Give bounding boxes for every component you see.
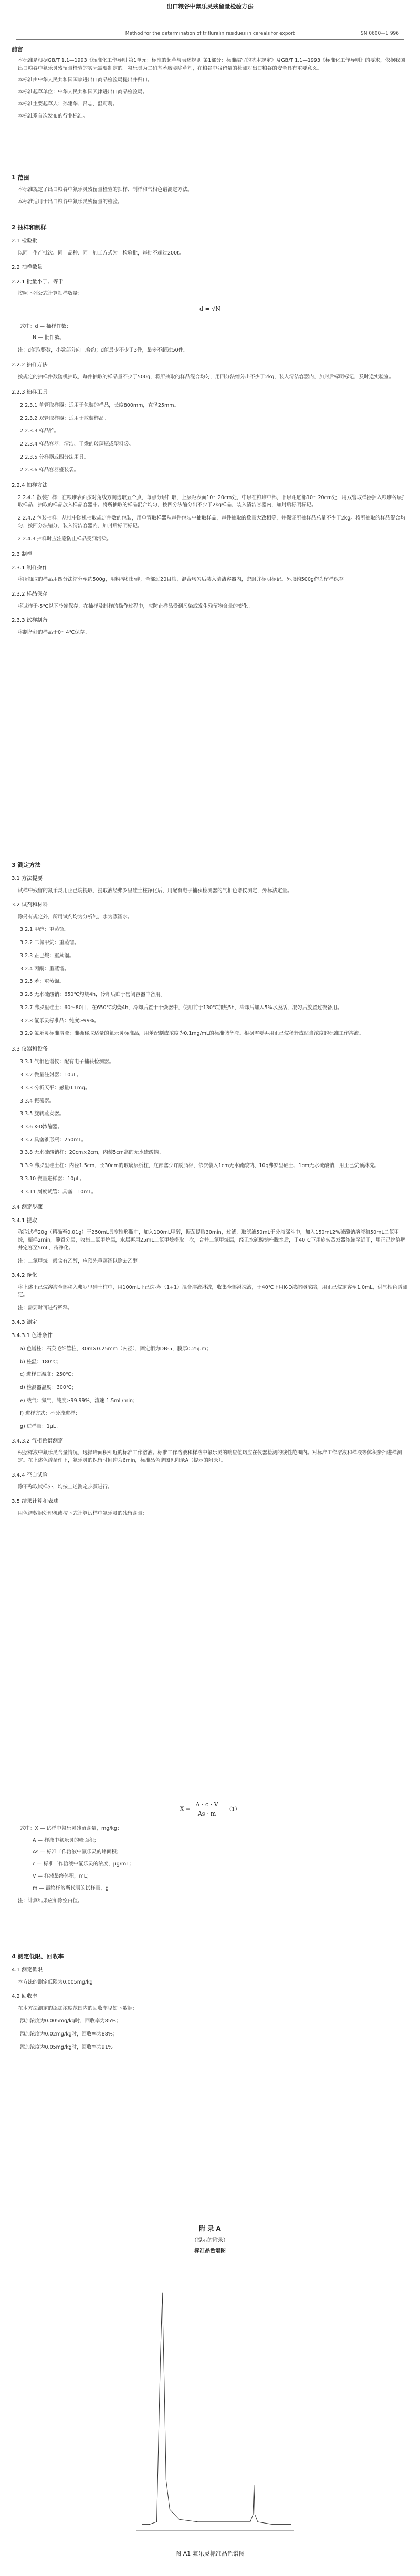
clause-paragraph: 将制备好的样品于0～4℃保存。	[18, 629, 90, 635]
clause-paragraph: 本方法的测定低限为0.005mg/kg。	[18, 1979, 98, 1985]
list-item: 2.2.3.6 样品容器盛装袋。	[20, 467, 79, 473]
sampling-formula	[0, 304, 420, 313]
section-heading: 1 范围	[12, 174, 29, 181]
clause-heading: 2.3 制样	[12, 552, 33, 558]
equipment-item: 3.3.4 振荡器。	[20, 1098, 55, 1104]
header-rule	[16, 39, 404, 40]
appendix-subtitle: （提示的附录）	[192, 2238, 228, 2243]
foreword-heading: 前言	[12, 46, 23, 53]
clause-paragraph: 2.2.4.2 包装抽样：从批中随机抽取规定件数的包装，用单管取样器从每件包装中抽取样品，每件抽取的数量大致相等，并保证所抽样品总量不少于2kg。将所抽取的样品混合均匀，按四分法缩分，装入清洁容器内，加封后标明标记。	[18, 515, 405, 529]
method-section	[0, 861, 420, 1518]
formula-variable: 式中：d — 抽样件数；	[20, 324, 71, 330]
formula-variable: m — 最终样液所代表的试样量，g。	[33, 1885, 114, 1891]
formula-rhs: √N	[212, 305, 220, 312]
list-item: 2.2.3.3 样品铲。	[20, 428, 59, 434]
clause-heading: 3.4 测定步骤	[12, 1204, 43, 1211]
reagent-item: 3.2.9 氟乐灵标准溶液：准确称取适量的氟乐灵标准品，用苯配制成浓度为0.1mg/mL的标准储备液。根据需要再用正己烷稀释成适当浓度的标准工作溶液。	[20, 1031, 364, 1037]
note: 注：二氯甲烷一般含有乙醇，应预先重蒸馏以除去乙醇。	[18, 1258, 143, 1264]
formula-lhs: d =	[200, 305, 210, 312]
clause-heading: 2.1 检验批	[12, 238, 38, 245]
list-item: 2.2.3.4 样品容器：清洁、干燥的玻璃瓶或塑料袋。	[20, 441, 134, 448]
clause-heading: 2.2.4 抽样方法	[12, 483, 48, 489]
chromatogram-trace	[142, 2293, 291, 2525]
equipment-item: 3.3.8 无水硫酸钠柱：20cm×2cm，内装5cm高的无水硫酸钠。	[20, 1150, 164, 1156]
condition-item: b) 柱温：180℃；	[20, 1359, 62, 1365]
clause-paragraph: 按规定的抽样件数随机抽取，每件抽取的样品量不少于500g，将所抽取的样品混合均匀，用四分法缩分出不少于2kg，装入清洁容器内，加封后标明标记，及时送实验室。	[18, 374, 394, 380]
equipment-item: 3.3.3 分析天平：感量0.1mg。	[20, 1085, 90, 1091]
clause-paragraph: 将所抽取的样品用四分法缩分至约500g，用粉碎机粉碎，全部过20目筛，混合均匀后装入清洁容器内，密封并标明标记。另取约500g作为留样保存。	[18, 577, 349, 583]
list-item: 2.2.3.5 分样器或四分法用具。	[20, 454, 89, 460]
formula-variable: V — 样液最终体积，mL；	[33, 1873, 92, 1879]
formula-variable: 式中：X — 试样中氟乐灵残留含量，mg/kg；	[20, 1826, 122, 1831]
clause-heading: 3.4.3.2 气相色谱测定	[12, 1438, 64, 1444]
result-variables	[0, 1825, 420, 1905]
clause-heading: 3.2 试剂和材料	[12, 902, 48, 908]
recovery-item: 添加浓度为0.02mg/kg时，回收率为88%；	[20, 2031, 118, 2038]
sampling-section-cont	[0, 323, 420, 637]
condition-item: f) 进样方式：不分流进样；	[20, 1411, 80, 1417]
foreword-paragraph: 本标准系首次发布的行业标准。	[18, 113, 88, 119]
clause-heading: 3.4.4 空白试验	[12, 1472, 48, 1478]
clause-paragraph: 以同一生产批次、同一品种、同一加工方式为一检验批，每批不超过200t。	[18, 250, 184, 256]
foreword-paragraph: 本标准是根据GB/T 1.1—1993《标准化工作导则 第1单元：标准的起草与表述规则 第1部分：标准编写的基本规定》及GB/T 1.1—1993《标准化工作导则》的要求，依据我国出口粮谷中氟乐灵残留量检验的实际需要制定的。氟乐灵为二硝基苯胺类除草剂，在粮谷中残留量的检测对出口粮谷的安全具有重要意义。	[18, 58, 405, 71]
clause-heading: 2.2.2 抽样方法	[12, 362, 48, 368]
clause-paragraph: 除另有规定外，所用试剂均为分析纯，水为蒸馏水。	[18, 914, 133, 920]
formula-lhs: X =	[180, 1805, 191, 1812]
equipment-item: 3.3.2 微量注射器：10μL。	[20, 1072, 82, 1078]
clause-heading: 3.4.3 测定	[12, 1319, 37, 1326]
reagent-item: 3.2.7 弗罗里硅土：60～80目，在650℃灼烧4h，冷却后置于干燥器中，使用前于130℃加热5h，冷却后加入5%水脱活，混匀后放置过夜备用。	[20, 1004, 342, 1011]
foreword-paragraph: 本标准主要起草人：孙建华、吕志、温莉莉。	[18, 101, 118, 107]
chromatogram-svg	[126, 2272, 299, 2535]
condition-item: g) 进样量：1μL。	[20, 1424, 61, 1430]
result-formula	[0, 1800, 420, 1818]
chromatogram-chart	[126, 2272, 299, 2535]
condition-item: d) 检测器温度：300℃；	[20, 1385, 77, 1391]
foreword-paragraph: 本标准由中华人民共和国国家进出口商品检验局提出并归口。	[18, 77, 153, 83]
clause-paragraph: 用色谱数据处理机或按下式计算试样中氟乐灵的残留含量：	[18, 1510, 148, 1517]
formula-variable: c — 标准工作溶液中氟乐灵的浓度，μg/mL；	[33, 1861, 134, 1868]
clause-heading: 2.2 抽样数量	[12, 264, 43, 271]
clause-heading: 3.5 结果计算和表述	[12, 1499, 59, 1505]
clause-heading: 2.3.1 制样操作	[12, 565, 48, 571]
clause-heading: 2.2.1 批量小于、等于	[12, 279, 64, 285]
figure-caption: 图 A1 氟乐灵标准品色谱图	[175, 2550, 245, 2557]
equipment-item: 3.3.1 气相色谱仪：配有电子捕获检测器。	[20, 1059, 114, 1065]
reagent-item: 3.2.2 二氯甲烷：重蒸馏。	[20, 940, 79, 946]
clause-heading: 3.4.1 提取	[12, 1217, 37, 1224]
section-heading: 4 测定低限、回收率	[12, 1953, 64, 1960]
reagent-item: 3.2.6 无水硫酸钠：650℃灼烧4h，冷却后贮于密闭容器中备用。	[20, 992, 166, 998]
clause-paragraph: 在本方法测定的添加浓度范围内的回收率见如下数据：	[18, 2005, 138, 2011]
reagent-item: 3.2.3 正己烷：重蒸馏。	[20, 952, 75, 959]
scope-section	[0, 173, 420, 206]
standard-number: SN 0600—1 996	[361, 31, 399, 36]
recovery-item: 添加浓度为0.05mg/kg时，回收率为91%。	[20, 2044, 118, 2050]
formula-denominator: As · m	[197, 1810, 216, 1818]
equipment-item: 3.3.6 K-D浓缩器。	[20, 1124, 63, 1130]
clause-heading: 2.3.3 试样制备	[12, 618, 48, 624]
clause-paragraph: 除不称取试样外，均按上述测定步骤进行。	[18, 1484, 113, 1490]
sampling-section	[0, 223, 420, 298]
foreword-section	[0, 45, 420, 120]
formula-fraction	[193, 1800, 222, 1818]
formula-numerator: A · c · V	[193, 1800, 222, 1809]
clause-heading: 3.1 方法提要	[12, 876, 43, 882]
equipment-item: 3.3.9 弗罗里硅土柱：内径1.5cm，长30cm的玻璃层析柱，底部塞少许脱脂棉，依次装入1cm无水硫酸钠、10g弗罗里硅土、1cm无水硫酸钠，用正己烷预淋洗。	[20, 1163, 380, 1169]
section-paragraph: 本标准规定了出口粮谷中氟乐灵残留量检验的抽样、制样和气相色谱测定方法。	[18, 187, 193, 193]
formula-variable: As — 标准工作溶液中氟乐灵的峰面积；	[33, 1849, 122, 1856]
clause-paragraph: 将试样于-5℃以下冷冻保存，在抽样及制样的操作过程中，应防止样品受到污染或发生残留物含量的变化。	[18, 603, 253, 609]
reagent-item: 3.2.1 甲醇：重蒸馏。	[20, 927, 69, 933]
condition-item: c) 进样口温度：250℃；	[20, 1372, 77, 1378]
section-paragraph: 本标准适用于出口粮谷中氟乐灵残留量的检验。	[18, 198, 123, 205]
document-title-english: Method for the determination of trifluralin residues in cereals for export	[125, 31, 295, 36]
formula-number: （1）	[226, 1806, 240, 1812]
clause-heading: 3.4.2 净化	[12, 1273, 37, 1279]
equipment-item: 3.3.5 旋转蒸发器。	[20, 1111, 65, 1117]
clause-heading: 2.3.2 样品保存	[12, 591, 48, 597]
reagent-item: 3.2.8 氟乐灵标准品：纯度≥99%。	[20, 1017, 100, 1024]
list-item: 2.2.3.1 单管取样器：适用于包装的样品，长度800mm，直径25mm。	[20, 402, 179, 408]
clause-heading: 3.4.3.1 色谱条件	[12, 1333, 53, 1339]
reagent-item: 3.2.4 丙酮：重蒸馏。	[20, 966, 69, 972]
reagent-item: 3.2.5 苯：重蒸馏。	[20, 979, 65, 985]
clause-heading: 4.1 测定低限	[12, 1967, 43, 1974]
limits-section	[0, 1952, 420, 2052]
document-title: 出口粮谷中氟乐灵残留量检验方法	[166, 3, 254, 10]
note: 注：需要时可进行稀释。	[18, 1305, 73, 1311]
clause-paragraph: 2.2.4.1 散装抽样：在粮堆表面按对角线方向选取五个点，每点分层抽取，上层距表面10～20cm处，中层在粮堆中部，下层距底部10～20cm处，用双管取样器插入粮堆各层抽取样品，抽取的样品放入样品容器中。将所抽取的样品混合均匀，按四分法缩分出不少于2kg样品，装入清洁容器内，加封后标明标记。	[18, 494, 407, 508]
condition-item: e) 载气：氮气，纯度≥99.99%，流速 1.5mL/min；	[20, 1397, 138, 1404]
clause-paragraph: 按照下列公式计算抽样数量：	[18, 291, 83, 297]
note: 注：计算结果应扣除空白值。	[18, 1898, 83, 1904]
appendix-title: 附 录 A	[199, 2225, 221, 2232]
note: 注：d值取整数，小数部分向上修约；d值最少不少于3件，最多不超过50件。	[18, 347, 188, 354]
appendix-heading: 标准品色谱图	[194, 2248, 226, 2254]
formula-variable: N — 批件数。	[33, 334, 65, 341]
formula-variable: A — 样液中氟乐灵的峰面积；	[33, 1837, 99, 1843]
clause-paragraph: 根据样液中氟乐灵含量情况，选择峰面积相近的标准工作溶液。标准工作溶液和样液中氟乐灵的响应值均应在仪器检测的线性范围内。对标准工作溶液和样液等体积参插进样测定。在上述色谱条件下，氟乐灵的保留时间约为6min，标准品色谱图见附录A（提示的附录）。	[18, 1450, 402, 1464]
clause-paragraph: 将上述正己烷溶液全部移入弗罗里硅土柱中，用100mL正己烷-苯（1+1）混合溶液淋洗，收集全部淋洗液，于40℃下用K-D浓缩器浓缩，用正己烷定容至1.0mL，供气相色谱测定。	[18, 1284, 408, 1298]
clause-heading: 4.2 回收率	[12, 1994, 38, 2000]
recovery-item: 添加浓度为0.005mg/kg时，回收率为85%；	[20, 2018, 121, 2024]
clause-heading: 2.2.3 抽样工具	[12, 389, 48, 396]
clause-paragraph: 2.2.4.3 抽样时应注意防止样品受到污染。	[18, 536, 112, 542]
condition-item: a) 色谱柱：石英毛细管柱，30m×0.25mm（内径），固定相为DB-5，膜厚0.25μm；	[20, 1345, 212, 1352]
foreword-paragraph: 本标准起草单位：中华人民共和国天津进出口商品检验局。	[18, 89, 148, 96]
equipment-item: 3.3.11 刻度试管：具塞，10mL。	[20, 1189, 97, 1195]
clause-paragraph: 试样中残留的氟乐灵用正己烷提取，提取液经弗罗里硅土柱净化后，用配有电子捕获检测器的气相色谱仪测定，外标法定量。	[18, 887, 292, 894]
clause-heading: 3.3 仪器和设备	[12, 1046, 48, 1052]
section-heading: 2 抽样和制样	[12, 224, 47, 231]
section-heading: 3 测定方法	[12, 862, 41, 868]
equipment-item: 3.3.7 具塞锥形瓶：250mL。	[20, 1137, 87, 1143]
equipment-item: 3.3.10 微量进样器：10μL。	[20, 1175, 85, 1182]
list-item: 2.2.3.2 双管取样器：适用于散装样品。	[20, 415, 109, 421]
clause-paragraph: 称取试样20g（精确至0.01g）于250mL具塞锥形瓶中，加入100mL甲醇，振荡提取30min，过滤，取滤液50mL于分液漏斗中，加入150mL2%硫酸钠溶液和50mL二氯甲烷，振摇2min，静置分层，收集二氯甲烷层，水层再用25mL二氯甲烷提取一次，合并二氯甲烷层，经无水硫酸钠柱脱水后，于40℃下用旋转蒸发器浓缩至近干，用正己烷溶解并定容至5mL，待净化。	[18, 1229, 406, 1251]
